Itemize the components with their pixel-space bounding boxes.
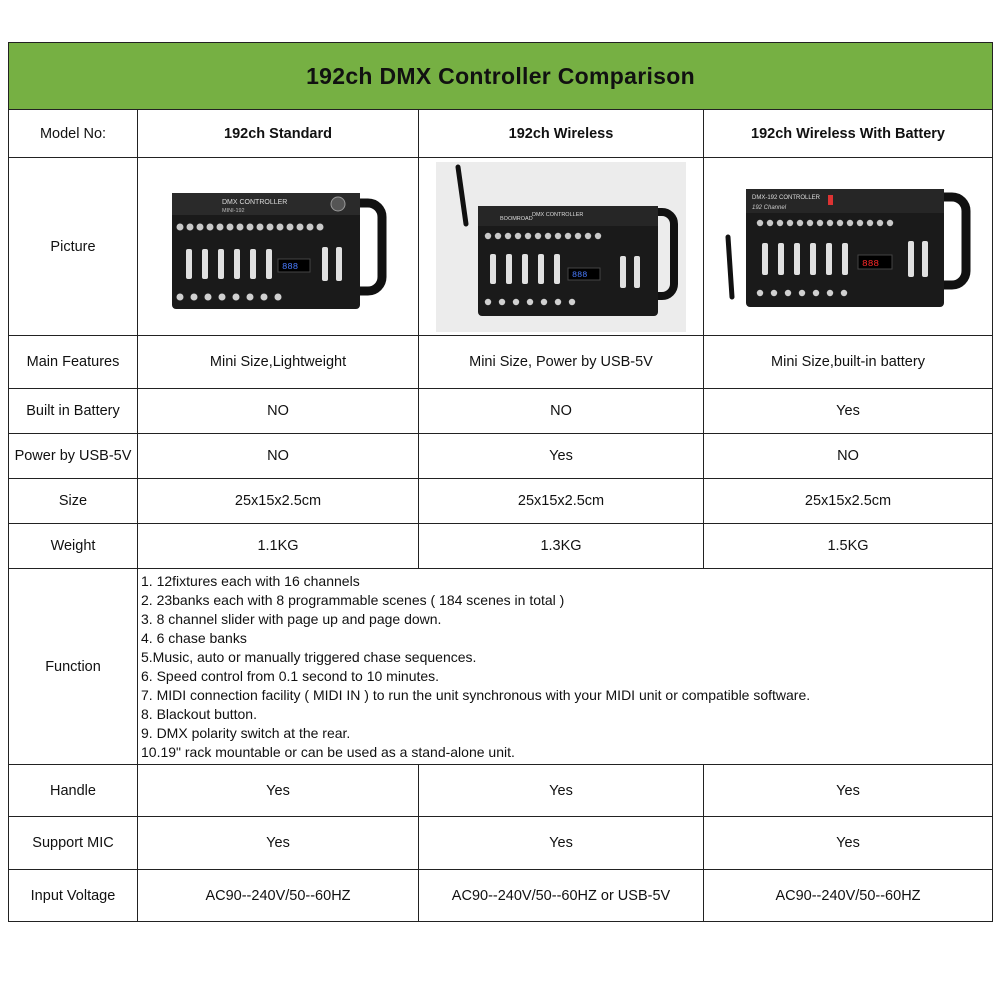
- column-header-wireless: 192ch Wireless: [419, 110, 704, 158]
- cell-handle-battery: Yes: [704, 765, 993, 817]
- function-list: [138, 569, 993, 765]
- cell-weight-battery: 1.5KG: [704, 524, 993, 569]
- function-item: 1. 12fixtures each with 16 channels: [141, 572, 360, 589]
- cell-features-wireless: Mini Size, Power by USB-5V: [419, 336, 704, 389]
- cell-battery-wireless: NO: [419, 389, 704, 434]
- cell-handle-wireless: Yes: [419, 765, 704, 817]
- function-item: 5.Music, auto or manually triggered chase sequences.: [141, 648, 477, 665]
- cell-features-standard: Mini Size,Lightweight: [138, 336, 419, 389]
- cell-usb-wireless: Yes: [419, 434, 704, 479]
- function-item: 9. DMX polarity switch at the rear.: [141, 724, 351, 741]
- row-power-usb: [9, 434, 993, 479]
- cell-size-battery: 25x15x2.5cm: [704, 479, 993, 524]
- model-label: 192 Channel: [752, 204, 787, 211]
- row-input-voltage: [9, 870, 993, 922]
- svg-text:888: 888: [572, 269, 588, 280]
- cell-voltage-battery: AC90--240V/50--60HZ: [704, 870, 993, 922]
- row-label-picture: Picture: [9, 158, 138, 336]
- cell-mic-battery: Yes: [704, 817, 993, 870]
- row-label-built-in-battery: Built in Battery: [9, 389, 138, 434]
- function-item: 6. Speed control from 0.1 second to 10 minutes.: [141, 667, 440, 684]
- row-weight: [9, 524, 993, 569]
- cell-mic-wireless: Yes: [419, 817, 704, 870]
- row-support-mic: [9, 817, 993, 870]
- brand-label: BOOMROAD: [500, 215, 533, 222]
- controller-battery-image: [718, 177, 978, 317]
- svg-text:888: 888: [282, 261, 299, 272]
- row-label-size: Size: [9, 479, 138, 524]
- column-header-standard: 192ch Standard: [138, 110, 419, 158]
- row-label-model: Model No:: [9, 110, 138, 158]
- panel-label: DMX-192 CONTROLLER: [752, 194, 821, 201]
- function-item: 3. 8 channel slider with page up and page down.: [141, 610, 442, 627]
- table-title: 192ch DMX Controller Comparison: [9, 43, 993, 110]
- svg-text:888: 888: [862, 257, 880, 269]
- row-label-function: Function: [9, 569, 138, 765]
- cell-battery-battery: Yes: [704, 389, 993, 434]
- picture-cell-battery: [704, 158, 993, 336]
- model-label: MINI-192: [222, 207, 245, 214]
- row-built-in-battery: [9, 389, 993, 434]
- row-function: [9, 569, 993, 765]
- controller-wireless-image: [436, 162, 686, 332]
- function-item: 7. MIDI connection facility ( MIDI IN ) to run the unit synchronous with your MIDI unit or compatible software.: [141, 686, 811, 703]
- cell-voltage-wireless: AC90--240V/50--60HZ or USB-5V: [419, 870, 704, 922]
- row-label-input-voltage: Input Voltage: [9, 870, 138, 922]
- picture-cell-wireless: [419, 158, 704, 336]
- cell-handle-standard: Yes: [138, 765, 419, 817]
- cell-usb-standard: NO: [138, 434, 419, 479]
- cell-mic-standard: Yes: [138, 817, 419, 870]
- function-item: 8. Blackout button.: [141, 705, 257, 722]
- row-size: [9, 479, 993, 524]
- cell-size-wireless: 25x15x2.5cm: [419, 479, 704, 524]
- row-handle: [9, 765, 993, 817]
- cell-weight-standard: 1.1KG: [138, 524, 419, 569]
- cell-size-standard: 25x15x2.5cm: [138, 479, 419, 524]
- picture-cell-standard: [138, 158, 419, 336]
- row-label-handle: Handle: [9, 765, 138, 817]
- row-model: [9, 110, 993, 158]
- cell-battery-standard: NO: [138, 389, 419, 434]
- function-item: 2. 23banks each with 8 programmable scenes ( 184 scenes in total ): [141, 591, 565, 608]
- cell-usb-battery: NO: [704, 434, 993, 479]
- row-label-weight: Weight: [9, 524, 138, 569]
- row-label-support-mic: Support MIC: [9, 817, 138, 870]
- panel-label: DMX CONTROLLER: [222, 198, 288, 206]
- row-picture: [9, 158, 993, 336]
- row-main-features: [9, 336, 993, 389]
- comparison-sheet: [8, 42, 992, 922]
- controller-standard-image: [158, 177, 398, 317]
- comparison-table: [8, 42, 993, 922]
- cell-voltage-standard: AC90--240V/50--60HZ: [138, 870, 419, 922]
- panel-label: DMX CONTROLLER: [532, 211, 584, 218]
- row-label-power-usb: Power by USB-5V: [9, 434, 138, 479]
- row-label-main-features: Main Features: [9, 336, 138, 389]
- function-item: 4. 6 chase banks: [141, 629, 247, 646]
- cell-weight-wireless: 1.3KG: [419, 524, 704, 569]
- column-header-battery: 192ch Wireless With Battery: [704, 110, 993, 158]
- function-item: 10.19" rack mountable or can be used as a stand-alone unit.: [141, 743, 515, 760]
- cell-features-battery: Mini Size,built-in battery: [704, 336, 993, 389]
